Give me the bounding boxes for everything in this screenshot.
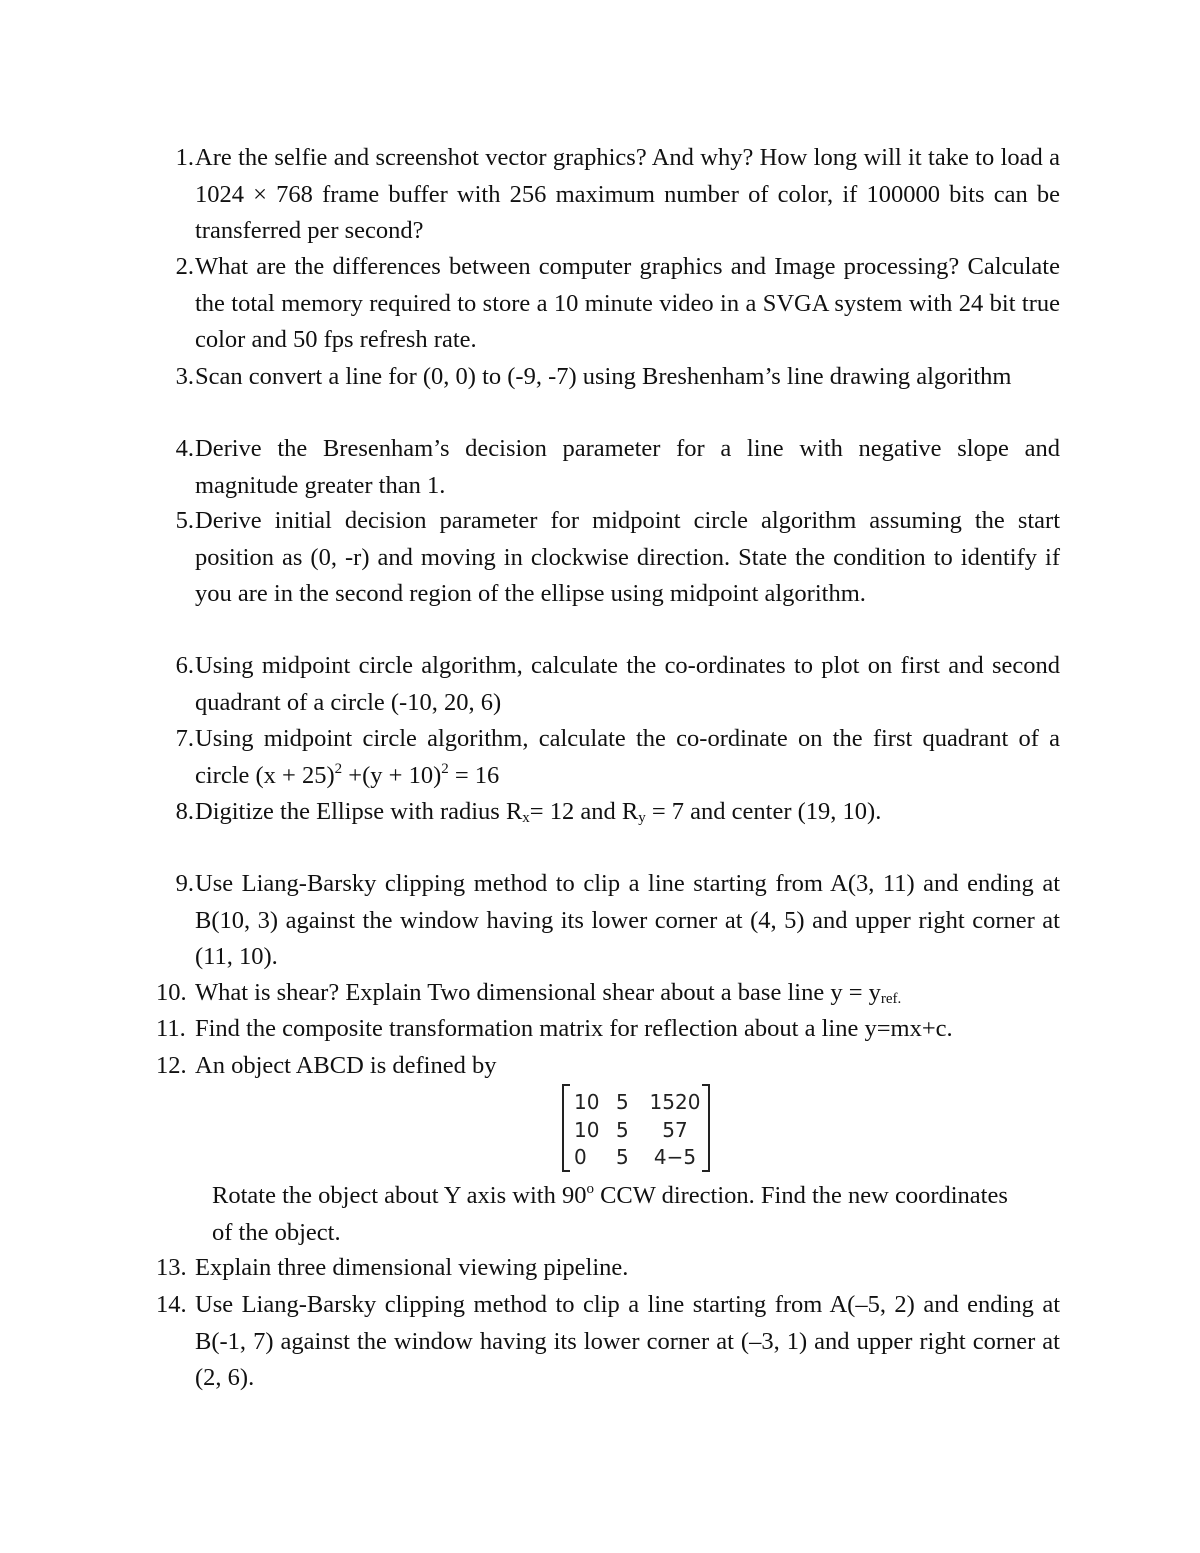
question-number: 4. [175, 435, 194, 462]
question-number: 11. [156, 1015, 186, 1042]
question-13 [150, 1250, 1060, 1287]
matrix-cell: 10 [574, 1090, 600, 1114]
question-number: 3. [175, 363, 194, 390]
question-number: 8. [175, 798, 194, 825]
matrix-cell: 4−5 [653, 1145, 697, 1169]
question-text: Derive the Bresenham’s decision parameter for a line with negative slope and magnitude greater than 1. [195, 435, 1060, 499]
matrix-cell: 5 [616, 1090, 629, 1114]
question-text: Scan convert a line for (0, 0) to (-9, -7) using Breshenham’s line drawing algorithm [195, 363, 1012, 390]
matrix-right-bracket [702, 1084, 710, 1172]
question-text: Using midpoint circle algorithm, calculate the co-ordinates to plot on first and second quadrant of a circle (-10, 20, 6) [195, 652, 1060, 716]
question-6 [150, 648, 1060, 721]
matrix-cell: 5 [616, 1118, 629, 1142]
question-text: Derive initial decision parameter for midpoint circle algorithm assuming the start position as (0, -r) and moving in clockwise direction. State the condition to identify if you are in the second region of the ellipse using midpoint algorithm. [195, 507, 1060, 607]
question-8 [150, 794, 1060, 831]
question-text-part: = 16 [448, 761, 500, 789]
question-text: Are the selfie and screenshot vector graphics? And why? How long will it take to load a 1024 × 768 frame buffer with 256 maximum number of color, if 100000 bits can be transferred per second? [195, 144, 1060, 244]
question-number: 5. [175, 507, 194, 534]
exponent: 2 [334, 760, 343, 777]
matrix-cell: 57 [662, 1118, 688, 1142]
question-text: Use Liang-Barsky clipping method to clip a line starting from A(3, 11) and ending at B(10, 3) against the window having its lower corner at (4, 5) and upper right corner at (11, 10). [195, 870, 1060, 970]
question-7 [150, 721, 1060, 794]
degree-symbol: o [586, 1181, 594, 1197]
question-12 [150, 1048, 1060, 1085]
question-text-part: CCW direction. Find the new coordinates of the object. [212, 1182, 1008, 1246]
question-1 [150, 140, 1060, 250]
question-text-part: = 12 and R [529, 798, 639, 825]
matrix-left-bracket [562, 1084, 570, 1172]
question-text: Use Liang-Barsky clipping method to clip a line starting from A(–5, 2) and ending at B(-1, 7) against the window having its lower corner at (–3, 1) and upper right corner at (2, 6). [195, 1291, 1060, 1391]
question-4 [150, 431, 1060, 504]
question-text-part: = 7 and center (19, 10). [645, 798, 882, 825]
question-9 [150, 866, 1060, 976]
object-matrix [562, 1084, 710, 1170]
subscript: x [522, 810, 530, 826]
subscript: ref. [880, 991, 902, 1007]
matrix-cell: 1520 [649, 1090, 701, 1114]
question-number: 7. [175, 725, 194, 752]
question-text-part: Rotate the object about Y axis with 90 [212, 1182, 587, 1209]
question-11 [150, 1011, 1060, 1048]
question-text [195, 975, 1060, 1012]
question-number: 14. [156, 1291, 187, 1318]
question-text: Find the composite transformation matrix for reflection about a line y=mx+c. [195, 1015, 953, 1042]
question-text [195, 794, 1060, 831]
question-text-part: Digitize the Ellipse with radius R [195, 798, 523, 825]
question-text-part: +(y + 10) [342, 761, 442, 789]
matrix-cell: 10 [574, 1118, 600, 1142]
question-text-part: What is shear? Explain Two dimensional shear about a base line y = y [195, 979, 881, 1006]
matrix-cell: 0 [574, 1145, 587, 1169]
question-number: 6. [175, 652, 194, 679]
question-text: What are the differences between computer graphics and Image processing? Calculate the total memory required to store a 10 minute video in a SVGA system with 24 bit true color and 50 fps refresh rate. [195, 253, 1060, 353]
question-5 [150, 503, 1060, 613]
question-12-followup [212, 1178, 1032, 1251]
exponent: 2 [441, 760, 449, 777]
question-number: 13. [156, 1254, 187, 1281]
question-number: 9. [175, 870, 194, 897]
question-number: 2. [175, 253, 194, 280]
question-text: An object ABCD is defined by [195, 1052, 497, 1079]
question-2 [150, 249, 1060, 359]
subscript: y [638, 810, 646, 826]
question-text: Explain three dimensional viewing pipeline. [195, 1254, 629, 1281]
question-number: 1. [175, 144, 194, 171]
question-3 [150, 359, 1060, 396]
question-number: 10. [156, 979, 187, 1006]
question-14 [150, 1287, 1060, 1397]
question-10 [150, 975, 1060, 1012]
question-text [195, 721, 1060, 794]
question-text-part: Using midpoint circle algorithm, calculate the co-ordinate on the first quadrant of a circle (x + 25) [195, 725, 1060, 789]
question-number: 12. [156, 1052, 187, 1079]
matrix-cell: 5 [616, 1145, 629, 1169]
